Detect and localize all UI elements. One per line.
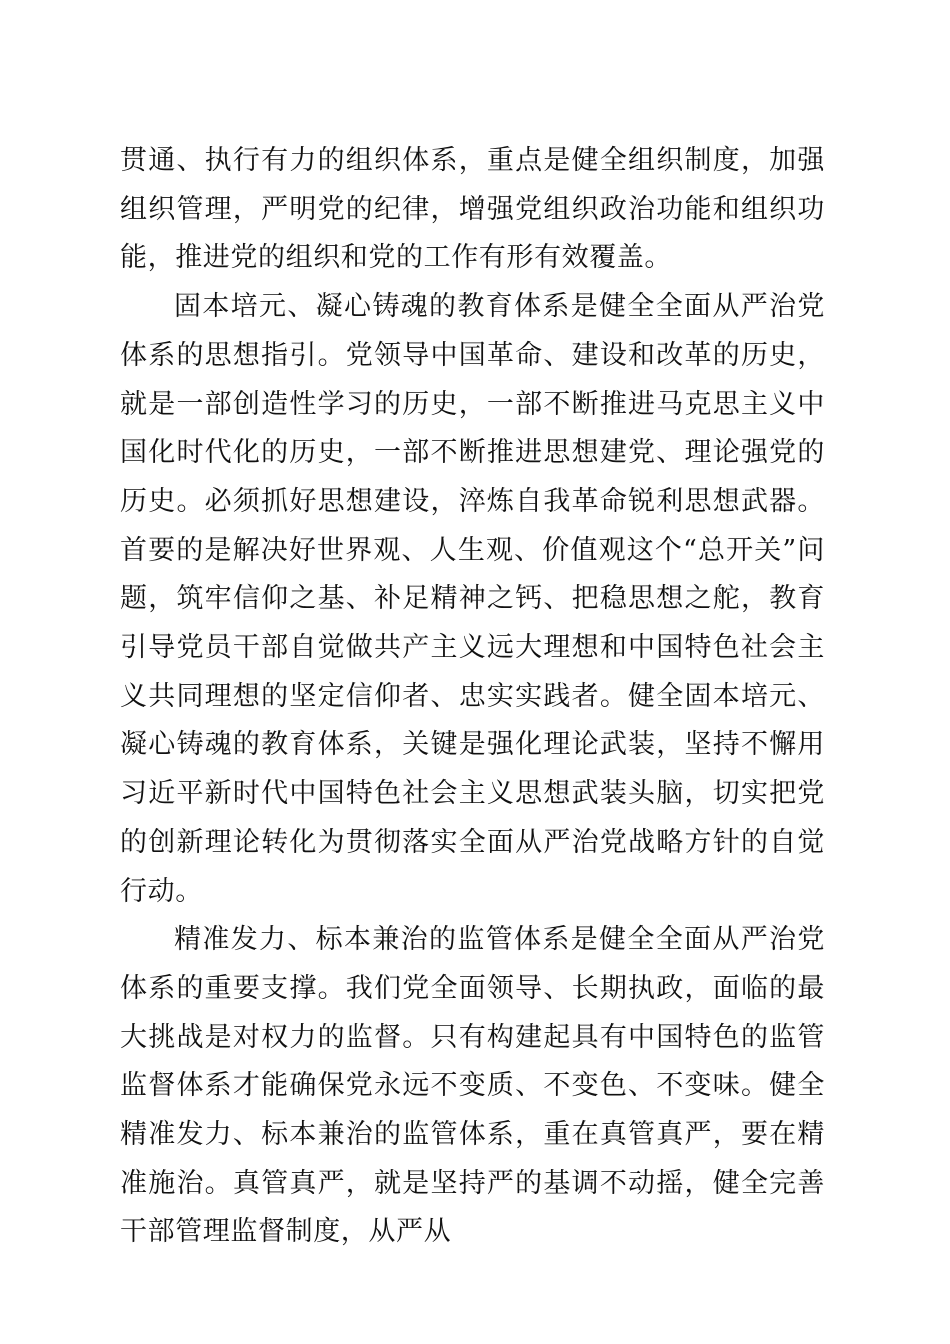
paragraph-supervision-system: 精准发力、标本兼治的监管体系是健全全面从严治党体系的重要支撑。我们党全面领导、长期执政，面临的最大挑战是对权力的监督。只有构建起具有中国特色的监管监督体系才能确保党永远不变质、不变色、不变味。健全精准发力、标本兼治的监管体系，重在真管真严，要在精准施治。真管真严，就是坚持严的基调不动摇，健全完善干部管理监督制度，从严从 [120,924,825,1248]
document-body [120,137,825,1257]
paragraph-education-system: 固本培元、凝心铸魂的教育体系是健全全面从严治党体系的思想指引。党领导中国革命、建设和改革的历史，就是一部创造性学习的历史，一部不断推进马克思主义中国化时代化的历史，一部不断推进思想建党、理论强党的历史。必须抓好思想建设，淬炼自我革命锐利思想武器。首要的是解决好世界观、人生观、价值观这个“总开关”问题，筑牢信仰之基、补足精神之钙、把稳思想之舵，教育引导党员干部自觉做共产主义远大理想和中国特色社会主义共同理想的坚定信仰者、忠实实践者。健全固本培元、凝心铸魂的教育体系，关键是强化理论武装，坚持不懈用习近平新时代中国特色社会主义思想武装头脑，切实把党的创新理论转化为贯彻落实全面从严治党战略方针的自觉行动。 [120,291,825,907]
paragraph-organization-system: 贯通、执行有力的组织体系，重点是健全组织制度，加强组织管理，严明党的纪律，增强党组织政治功能和组织功能，推进党的组织和党的工作有形有效覆盖。 [120,145,825,274]
